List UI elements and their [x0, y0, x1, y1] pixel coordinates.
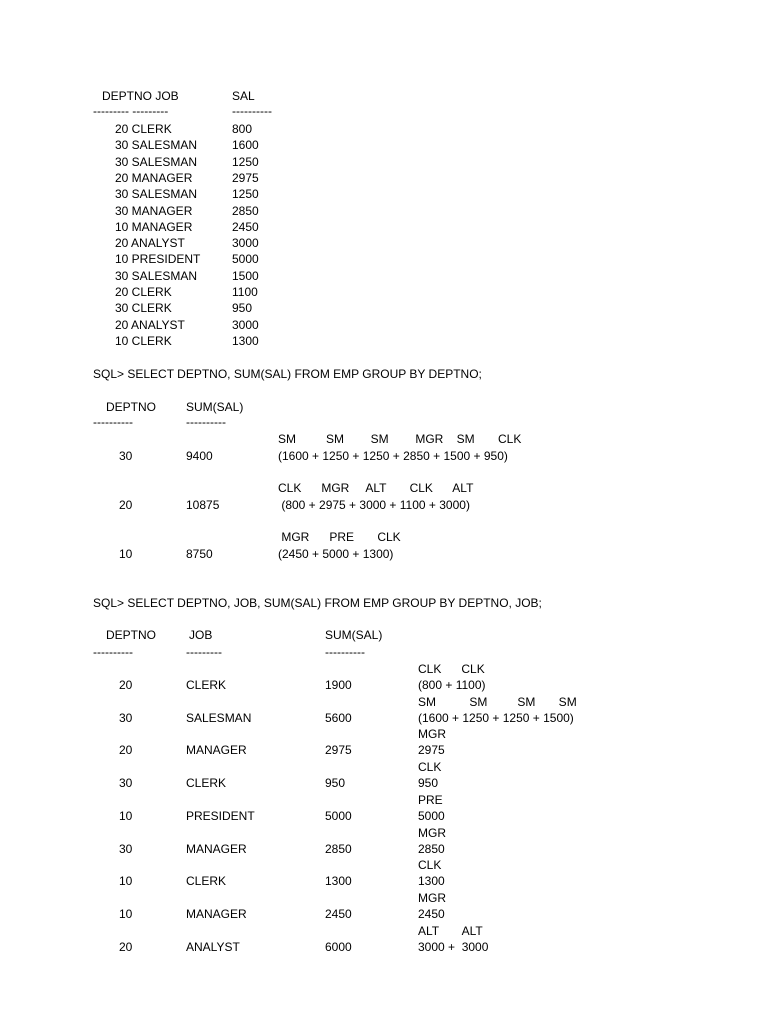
sql-query-2: SQL> SELECT DEPTNO, JOB, SUM(SAL) FROM EMP GROUP BY DEPTNO, JOB;: [93, 596, 542, 610]
table3-sum: 2975: [325, 743, 352, 758]
table1-row-sal: 3000: [232, 317, 259, 332]
table1-row-deptno-job: 30 SALESMAN: [115, 268, 198, 283]
table3-header-sum: SUM(SAL): [325, 628, 383, 642]
table3-deptno: 20: [119, 939, 133, 954]
table1-row-sal: 5000: [232, 252, 259, 267]
table3-deptno: 20: [119, 678, 133, 692]
table1-row-deptno-job: 20 MANAGER: [115, 170, 193, 185]
table3-expression: (1600 + 1250 + 1250 + 1500): [418, 710, 574, 725]
table3-expression: 2975: [418, 743, 445, 758]
table3-header-job: JOB: [189, 628, 213, 642]
table1-row-deptno-job: 30 MANAGER: [115, 203, 193, 218]
table2-deptno: 10: [119, 547, 133, 561]
table1-row-sal: 1250: [232, 154, 259, 169]
table1-row-sal: 2450: [232, 219, 259, 234]
table1-row-sal: 1100: [232, 285, 258, 299]
table1-row-deptno-job: 20 ANALYST: [115, 236, 185, 251]
table2-header-deptno: DEPTNO: [106, 400, 157, 414]
table3-job-labels: MGR: [418, 890, 446, 905]
table1-row-sal: 3000: [232, 236, 259, 251]
table3-expression: 1300: [418, 874, 445, 889]
table3-job: SALESMAN: [186, 710, 252, 725]
table2-job-labels: MGR PRE CLK: [278, 530, 401, 544]
table1-row-deptno-job: 30 CLERK: [115, 301, 172, 316]
table1-header-deptno-job: DEPTNO JOB: [102, 89, 179, 103]
table3-job-labels: PRE: [418, 792, 443, 807]
table2-job-labels: SM SM SM MGR SM CLK: [278, 432, 522, 446]
table1-row-sal: 950: [232, 301, 253, 316]
table3-header-deptno: DEPTNO: [106, 628, 157, 642]
table3-job-labels: MGR: [418, 727, 446, 742]
sql-query-1: SQL> SELECT DEPTNO, SUM(SAL) FROM EMP GROUP BY DEPTNO;: [93, 367, 482, 381]
table1-row-sal: 1600: [232, 138, 259, 153]
table3-job: MANAGER: [186, 743, 247, 758]
table1-row-sal: 1500: [232, 268, 259, 283]
table3-expression: 2850: [418, 841, 445, 856]
table1-row-deptno-job: 20 CLERK: [115, 285, 172, 299]
table1-separator-left: --------- ---------: [93, 104, 169, 118]
table3-sum: 950: [325, 776, 346, 791]
table1-row-deptno-job: 20 CLERK: [115, 122, 172, 136]
table2-expression: (1600 + 1250 + 1250 + 2850 + 1500 + 950): [278, 449, 508, 463]
table3-job: ANALYST: [186, 939, 240, 954]
table3-job-labels: CLK CLK: [418, 662, 485, 676]
table3-deptno: 10: [119, 808, 133, 823]
table3-job: CLERK: [186, 874, 227, 889]
table3-deptno: 20: [119, 743, 133, 758]
table1-row-deptno-job: 20 ANALYST: [115, 317, 185, 332]
table3-job-labels: MGR: [418, 825, 446, 840]
table3-deptno: 30: [119, 710, 133, 725]
table2-sum: 8750: [186, 547, 213, 561]
table3-job-labels: CLK: [418, 858, 442, 873]
table1-row-deptno-job: 30 SALESMAN: [115, 138, 198, 153]
table2-sum: 10875: [186, 498, 220, 512]
table1-row-sal: 2850: [232, 203, 259, 218]
table3-job: PRESIDENT: [186, 808, 255, 823]
table3-expression: 950: [418, 776, 439, 791]
table3-separator-sum: ----------: [325, 645, 365, 659]
table3-job: CLERK: [186, 678, 227, 692]
table3-job-labels: CLK: [418, 760, 442, 775]
table2-separator-sum: ----------: [186, 415, 226, 429]
table1-header-sal: SAL: [232, 89, 255, 103]
table2-deptno: 30: [119, 449, 133, 463]
table3-separator-job: ---------: [186, 645, 222, 659]
table2-separator-deptno: ----------: [93, 415, 133, 429]
table3-sum: 2850: [325, 841, 352, 856]
table1-row-sal: 1300: [232, 333, 259, 348]
table3-sum: 1300: [325, 874, 352, 889]
table3-separator-deptno: ----------: [93, 645, 133, 659]
table1-row-deptno-job: 30 SALESMAN: [115, 187, 198, 202]
table3-expression: 3000 + 3000: [418, 939, 489, 954]
table3-deptno: 10: [119, 874, 133, 889]
table3-expression: 2450: [418, 906, 445, 921]
table3-sum: 5000: [325, 808, 352, 823]
table3-job: CLERK: [186, 776, 227, 791]
table1-separator-right: ----------: [232, 104, 272, 118]
table1-row-sal: 2975: [232, 170, 259, 185]
table2-job-labels: CLK MGR ALT CLK ALT: [278, 481, 474, 495]
table2-deptno: 20: [119, 498, 133, 512]
table3-job-labels: SM SM SM SM: [418, 694, 577, 709]
table1-row-deptno-job: 30 SALESMAN: [115, 154, 198, 169]
table1-row-sal: 800: [232, 122, 253, 136]
table3-expression: (800 + 1100): [418, 678, 486, 692]
table1-row-sal: 1250: [232, 187, 259, 202]
table3-deptno: 30: [119, 841, 133, 856]
table3-deptno: 10: [119, 906, 133, 921]
table1-row-deptno-job: 10 MANAGER: [115, 219, 193, 234]
table3-job-labels: ALT ALT: [418, 923, 483, 938]
table3-expression: 5000: [418, 808, 445, 823]
table2-expression: (2450 + 5000 + 1300): [278, 547, 394, 561]
table3-sum: 1900: [325, 678, 352, 692]
table3-job: MANAGER: [186, 841, 247, 856]
table3-sum: 5600: [325, 710, 352, 725]
table2-sum: 9400: [186, 449, 213, 463]
table1-row-deptno-job: 10 CLERK: [115, 333, 172, 348]
table3-sum: 2450: [325, 906, 352, 921]
table3-deptno: 30: [119, 776, 133, 791]
table2-header-sum: SUM(SAL): [186, 400, 244, 414]
table2-expression: (800 + 2975 + 3000 + 1100 + 3000): [278, 498, 470, 512]
table3-job: MANAGER: [186, 906, 247, 921]
table1-row-deptno-job: 10 PRESIDENT: [115, 252, 201, 267]
table3-sum: 6000: [325, 939, 352, 954]
